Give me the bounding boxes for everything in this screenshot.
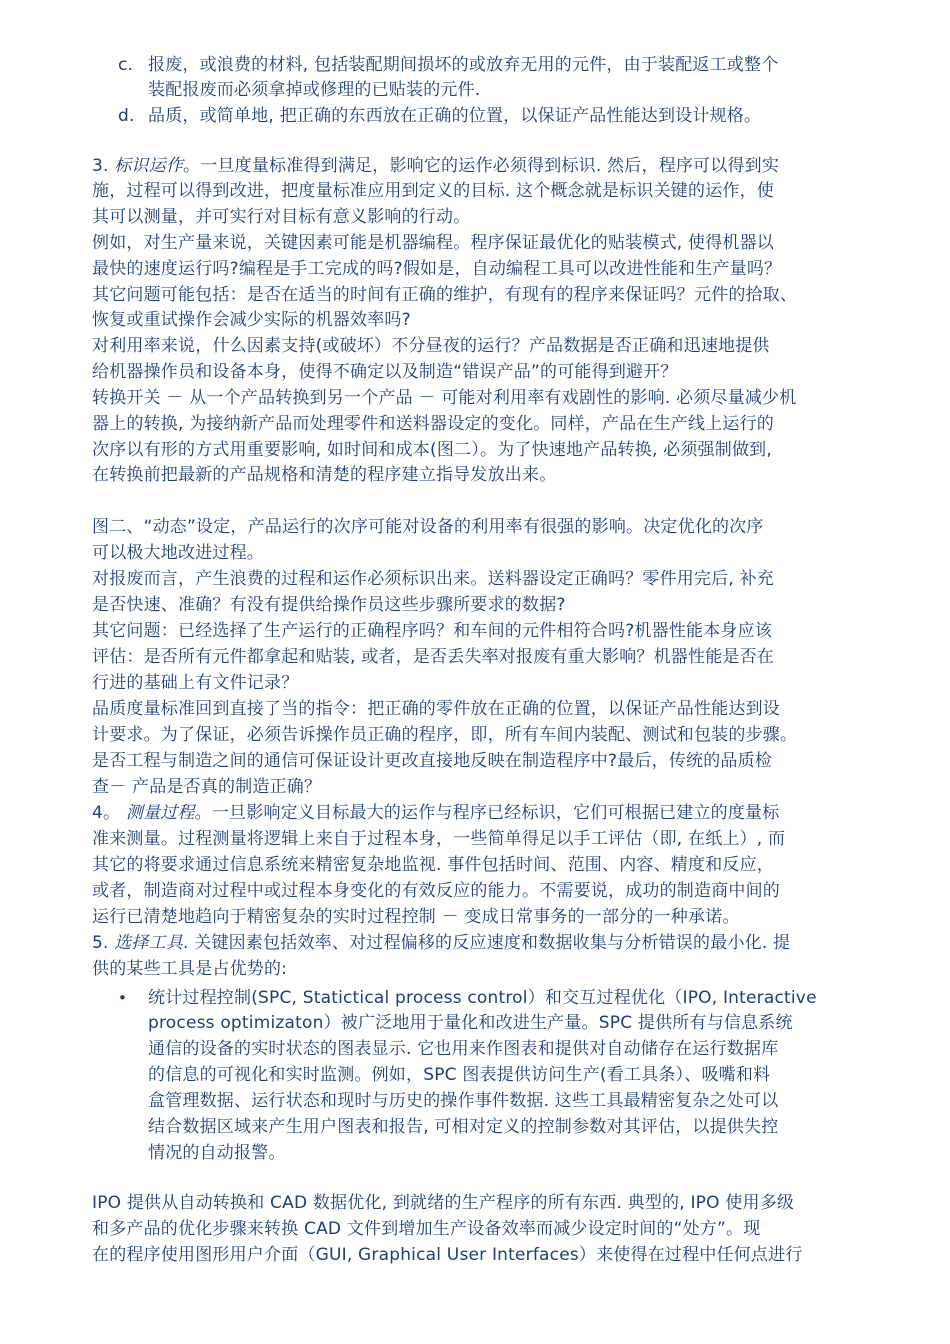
paragraph-line: IPO 提供从自动转换和 CAD 数据优化, 到就绪的生产程序的所有东西. 典型的, IPO 使用多级 xyxy=(92,1193,795,1213)
paragraph-line: 可以极大地改进过程。 xyxy=(92,543,264,563)
paragraph-line: 评估：是否所有元件都拿起和贴装, 或者，是否丢失率对报废有重大影响？机器性能是否在 xyxy=(92,647,775,667)
bullet-text-line: 盒管理数据、运行状态和现时与历史的操作事件数据. 这些工具最精密复杂之处可以 xyxy=(148,1091,779,1111)
bullet-text-line: 结合数据区域来产生用户图表和报告, 可相对定义的控制参数对其评估，以提供失控 xyxy=(148,1117,779,1137)
paragraph-line: 例如，对生产量来说，关键因素可能是机器编程。程序保证最优化的贴装模式, 使得机器以 xyxy=(92,233,775,253)
paragraph-line: 其可以测量，并可实行对目标有意义影响的行动。 xyxy=(92,207,471,227)
section-5-line1-text: . 关键因素包括效率、对过程偏移的反应速度和数据收集与分析错误的最小化. 提 xyxy=(183,933,791,953)
bullet-text-line: 情况的自动报警。 xyxy=(148,1143,286,1163)
paragraph-line: 其它问题：已经选择了生产运行的正确程序吗？和车间的元件相符合吗?机器性能本身应该 xyxy=(92,621,773,641)
paragraph-line: 其它的将要求通过信息系统来精密复杂地监视. 事件包括时间、范围、内容、精度和反应， xyxy=(92,855,775,875)
paragraph-line: 在的程序使用图形用户介面（GUI, Graphical User Interfaces）来使得在过程中任何点进行 xyxy=(92,1245,803,1265)
paragraph-line: 供的某些工具是占优势的: xyxy=(92,959,288,979)
paragraph-line: 恢复或重试操作会减少实际的机器效率吗? xyxy=(92,310,411,330)
paragraph-line: 是否工程与制造之间的通信可保证设计更改直接地反映在制造程序中?最后，传统的品质检 xyxy=(92,751,773,771)
paragraph-line: 查－ 产品是否真的制造正确？ xyxy=(92,777,322,797)
paragraph-line: 准来测量。过程测量将逻辑上来自于过程本身，一些简单得足以手工评估（即, 在纸上）, 而 xyxy=(92,829,786,849)
bullet-text-line: process optimizaton）被广泛地用于量化和改进生产量。SPC 提供所有与信息系统 xyxy=(148,1013,793,1033)
bullet-text-line: 通信的设备的实时状态的图表显示. 它也用来作图表和提供对自动储存在运行数据库 xyxy=(148,1039,779,1059)
paragraph-line: 或者，制造商对过程中或过程本身变化的有效反应的能力。不需要说，成功的制造商中间的 xyxy=(92,881,780,901)
paragraph-line: 其它问题可能包括：是否在适当的时间有正确的维护，有现有的程序来保证吗？元件的拾取、 xyxy=(92,285,798,305)
paragraph-line: 运行已清楚地趋向于精密复杂的实时过程控制 － 变成日常事务的一部分的一种承诺。 xyxy=(92,907,740,927)
bullet-icon: • xyxy=(118,989,128,1007)
paragraph-line: 计要求。为了保证，必须告诉操作员正确的程序，即，所有车间内装配、测试和包装的步骤。 xyxy=(92,725,798,745)
section-5-line1 xyxy=(92,930,790,956)
section-4-line1-text: 。一旦影响定义目标最大的运作与程序已经标识，它们可根据已建立的度量标 xyxy=(194,803,780,823)
paragraph-line: 是否快速、准确？有没有提供给操作员这些步骤所要求的数据? xyxy=(92,595,566,615)
paragraph-line: 品质度量标准回到直接了当的指令：把正确的零件放在正确的位置，以保证产品性能达到设 xyxy=(92,699,780,719)
list-marker-d: d. xyxy=(118,106,135,126)
section-3-number: 3. xyxy=(92,156,109,176)
bullet-text-line: 统计过程控制(SPC, Statictical process control）和交互过程优化（IPO, Interactive xyxy=(148,988,817,1008)
section-5-number: 5. xyxy=(92,933,109,953)
list-marker-c: c. xyxy=(118,55,134,75)
section-4-number: 4。 xyxy=(92,803,121,823)
list-item-d-line1: 品质，或简单地, 把正确的东西放在正确的位置，以保证产品性能达到设计规格。 xyxy=(148,106,762,126)
bullet-text-line: 的信息的可视化和实时监测。例如，SPC 图表提供访问生产(看工具条）、吸嘴和料 xyxy=(148,1065,771,1085)
paragraph-line: 器上的转换, 为接纳新产品而处理零件和送料器设定的变化。同样，产品在生产线上运行的 xyxy=(92,414,775,434)
section-4-line1 xyxy=(92,800,779,826)
paragraph-line: 对报废而言，产生浪费的过程和运作必须标识出来。送料器设定正确吗？零件用完后, 补充 xyxy=(92,569,775,589)
paragraph-line: 和多产品的优化步骤来转换 CAD 文件到增加生产设备效率而减少设定时间的“处方”。现 xyxy=(92,1219,761,1239)
paragraph-line: 最快的速度运行吗?编程是手工完成的吗?假如是，自动编程工具可以改进性能和生产量吗？ xyxy=(92,259,782,279)
paragraph-line: 行进的基础上有文件记录？ xyxy=(92,673,299,693)
section-3-line1 xyxy=(92,153,779,179)
section-3-title: 标识运作 xyxy=(114,156,184,176)
paragraph-line: 施，过程可以得到改进，把度量标准应用到定义的目标. 这个概念就是标识关键的运作，使 xyxy=(92,181,775,201)
section-5-title: 选择工具 xyxy=(114,933,184,953)
paragraph-line: 对利用率来说，什么因素支持(或破坏）不分昼夜的运行？产品数据是否正确和迅速地提供 xyxy=(92,336,770,356)
list-item-c-line1: 报废，或浪费的材料, 包括装配期间损坏的或放弃无用的元件，由于装配返工或整个 xyxy=(148,55,779,75)
list-item-c-line2: 装配报废而必须拿掉或修理的已贴装的元件. xyxy=(148,80,481,100)
section-4-title: 测量过程 xyxy=(125,803,195,823)
section-3-line1-text: 。一旦度量标准得到满足，影响它的运作必须得到标识. 然后，程序可以得到实 xyxy=(183,156,780,176)
paragraph-line: 转换开关 － 从一个产品转换到另一个产品 － 可能对利用率有戏剧性的影响. 必须尽量减少机 xyxy=(92,388,797,408)
paragraph-line: 给机器操作员和设备本身，使得不确定以及制造“错误产品”的可能得到避开？ xyxy=(92,362,678,382)
figure-2-caption: 图二、“动态”设定，产品运行的次序可能对设备的利用率有很强的影响。决定优化的次序 xyxy=(92,517,764,537)
paragraph-line: 次序以有形的方式用重要影响, 如时间和成本(图二）。为了快速地产品转换, 必须强制做到, xyxy=(92,440,772,460)
paragraph-line: 在转换前把最新的产品规格和清楚的程序建立指导发放出来。 xyxy=(92,465,557,485)
